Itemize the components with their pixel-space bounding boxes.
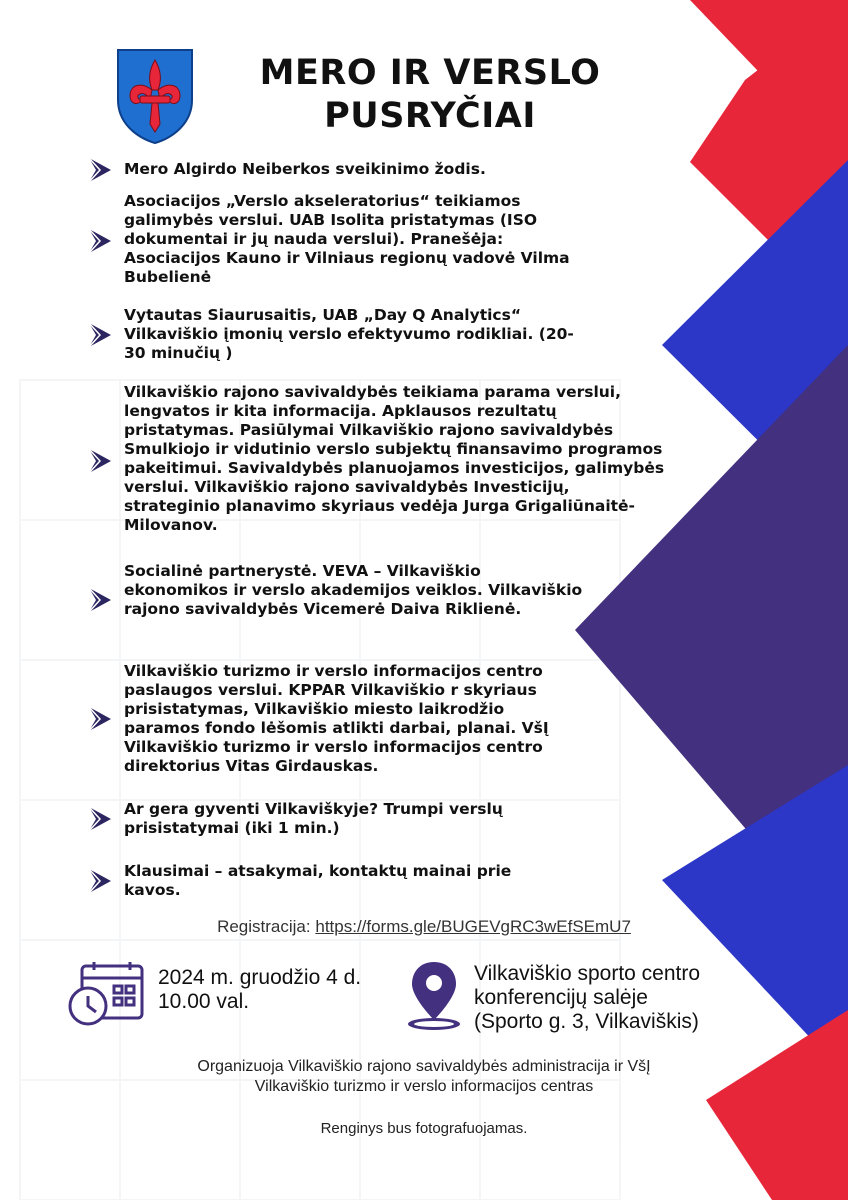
red-diamond-bottom — [706, 1010, 848, 1200]
calendar-clock-icon — [66, 960, 146, 1032]
time-line: 10.00 val. — [158, 990, 250, 1013]
arrow-bullet-icon — [88, 806, 112, 832]
organizer-line: Organizuoja Vilkaviškio rajono savivaldybės administracija ir VšĮ — [197, 1058, 651, 1075]
event-date — [158, 966, 361, 1014]
title-line-2: PUSRYČIAI — [324, 96, 536, 136]
arrow-bullet-icon — [88, 448, 112, 474]
arrow-bullet-icon — [88, 868, 112, 894]
arrow-bullet-icon — [88, 706, 112, 732]
registration-link[interactable]: https://forms.gle/BUGEVgRC3wEfSEmU7 — [315, 917, 631, 936]
arrow-bullet-icon — [88, 322, 112, 348]
organizer-note — [0, 1057, 848, 1097]
organizer-line: Vilkaviškio turizmo ir verslo informacijos centras — [254, 1078, 594, 1095]
page-title — [230, 52, 630, 138]
date-line: 2024 m. gruodžio 4 d. — [158, 966, 362, 989]
arrow-bullet-icon — [88, 587, 112, 613]
agenda-item: Vytautas Siaurusaitis, UAB „Day Q Analytics“ Vilkaviškio įmonių verslo efektyvumo rodikliai. (20-30 minučių ) — [124, 306, 574, 362]
venue-line: konferencijų salėje — [474, 986, 648, 1009]
agenda-item: Socialinė partnerystė. VEVA – Vilkaviškio ekonomikos ir verslo akademijos veiklos. Vilkaviškio rajono savivaldybės Vicemerė Daiva Riklienė. — [124, 562, 583, 618]
venue-line: (Sporto g. 3, Vilkaviškis) — [474, 1010, 699, 1033]
photography-notice: Renginys bus fotografuojamas. — [320, 1120, 528, 1137]
agenda-item: Klausimai – atsakymai, kontaktų mainai prie kavos. — [124, 862, 512, 899]
agenda-item: Vilkaviškio rajono savivaldybės teikiama parama verslui, lengvatos ir kita informacija. Apklausos rezultatų pristatymas. Pasiūlymai Vilkaviškio rajono savivaldybės Smulkiojo ir vidutinio verslo subjektų finansavimo programos pakeitimui. Savivaldybės planuojamos investicijos, galimybės verslui. Vilkaviškio rajono savivaldybės Investicijų, strateginio planavimo skyriaus vedėja Jurga Grigaliūnaitė-Milovanov. — [124, 383, 665, 534]
venue-line: Vilkaviškio sporto centro — [474, 962, 701, 985]
registration-line — [0, 917, 848, 937]
coat-of-arms — [116, 48, 194, 144]
registration-label: Registracija: — [217, 917, 311, 936]
event-venue — [474, 962, 700, 1034]
arrow-bullet-icon — [88, 228, 112, 254]
agenda-item: Asociacijos „Verslo akseleratorius“ teikiamos galimybės verslui. UAB Isolita pristatymas (ISO dokumentai ir jų nauda verslui). Pranešėja: Asociacijos Kauno ir Vilniaus regionų vadovė Vilma Bubelienė — [124, 192, 570, 286]
location-pin-icon — [404, 960, 464, 1032]
title-line-1: MERO IR VERSLO — [259, 53, 601, 93]
arrow-bullet-icon — [88, 157, 112, 183]
agenda-item: Mero Algirdo Neiberkos sveikinimo žodis. — [124, 160, 486, 178]
agenda-item: Vilkaviškio turizmo ir verslo informacijos centro paslaugos verslui. KPPAR Vilkaviškio r skyriaus prisistatymas, Vilkaviškio miesto laikrodžio paramos fondo lėšomis atlikti darbai, planai. VšĮ Vilkaviškio turizmo ir verslo informacijos centro direktorius Vitas Girdauskas. — [124, 662, 549, 775]
agenda-item: Ar gera gyventi Vilkaviškyje? Trumpi verslų prisistatymai (iki 1 min.) — [124, 800, 503, 837]
